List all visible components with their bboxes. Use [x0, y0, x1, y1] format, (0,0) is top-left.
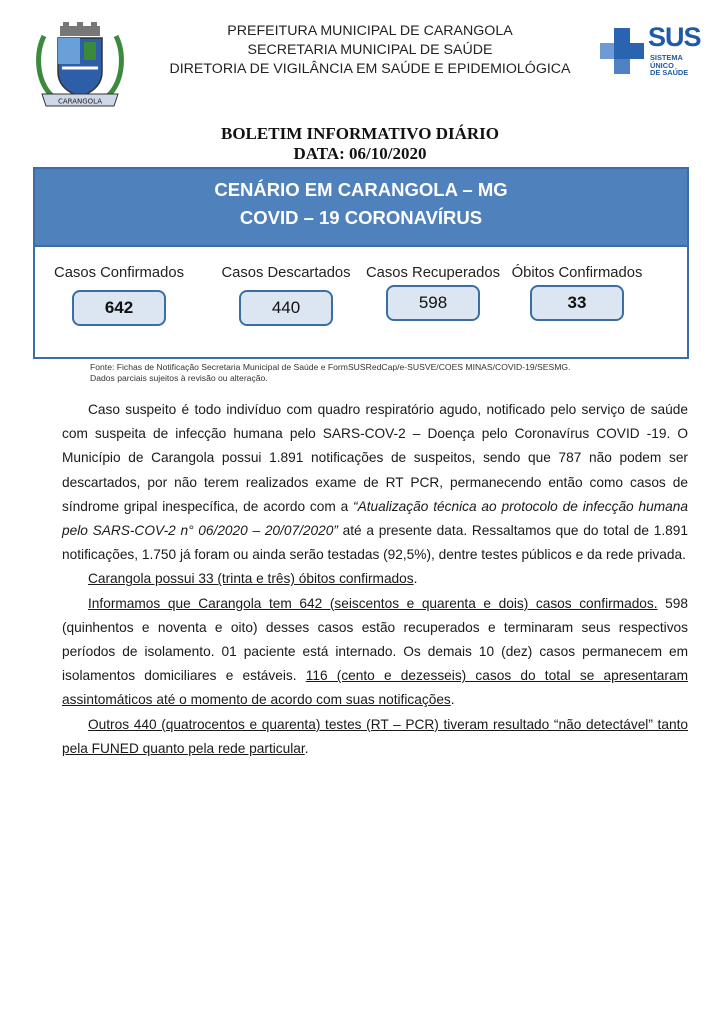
panel-heading-line: CENÁRIO EM CARANGOLA – MG: [214, 179, 508, 200]
header-line: SECRETARIA MUNICIPAL DE SAÚDE: [247, 42, 493, 58]
source-line: Dados parciais sujeitos à revisão ou alteração.: [90, 373, 268, 383]
carangola-crest-logo: [30, 22, 130, 108]
bulletin-title: [0, 124, 720, 164]
header-line: PREFEITURA MUNICIPAL DE CARANGOLA: [227, 23, 513, 39]
stat-deaths: [502, 265, 652, 321]
paragraph-suspected-cases: Caso suspeito é todo indivíduo com quadro respiratório agudo, notificado pelo serviço de saúde com suspeita de infecção humana pelo SARS-COV-2 – Doença pelo Coronavírus COVID -19. O Município de Carangola possui 1.891 notificações de suspeitos, sendo que 787 não podem ser descartados, por não terem realizados exame de RT PCR, permanecendo então como casos de síndrome gripal inespecífica, de acordo com a “Atualização técnica ao protocolo de infecção humana pelo SARS-COV-2 n° 06/2020 – 20/07/2020” até a presente data. Ressaltamos que do total de 1.891 notificações, 1.750 já foram ou ainda serão testadas (92,5%), dentre testes públicos e da rede privada.: [62, 402, 688, 563]
sus-logo: [598, 22, 701, 86]
stat-discarded: [211, 265, 361, 326]
paragraph-deaths: Carangola possui 33 (trinta e três) óbitos confirmados.: [88, 571, 418, 587]
source-line: Fonte: Fichas de Notificação Secretaria Municipal de Saúde e FormSUSRedCap/e-SUSVE/COES MINAS/COVID-19/SESMG.: [90, 362, 571, 372]
stat-value: 33: [530, 285, 624, 321]
bulletin-body: [62, 398, 688, 761]
source-note: [90, 362, 670, 384]
stat-value: 598: [386, 285, 480, 321]
header-line: DIRETORIA DE VIGILÂNCIA EM SAÚDE E EPIDEMIOLÓGICA: [169, 61, 571, 77]
panel-heading: [35, 169, 687, 247]
paragraph-confirmed-cases: Informamos que Carangola tem 642 (seiscentos e quarenta e dois) casos confirmados. 598 (quinhentos e noventa e oito) desses casos estão recuperados e terminaram seus respectivos períodos de isolamento. 01 paciente está internado. Os demais 10 (dez) casos permanecem em isolamentos domiciliares e estáveis. 116 (cento e dezesseis) casos do total se apresentaram assintomáticos até o momento de acordo com suas notificações.: [62, 595, 688, 708]
stat-label: Óbitos Confirmados: [511, 265, 643, 281]
stat-recovered: [358, 265, 508, 321]
bulletin-date: DATA: 06/10/2020: [293, 144, 427, 163]
paragraph-tests: Outros 440 (quatrocentos e quarenta) testes (RT – PCR) tiveram resultado “não detectável” tanto pela FUNED quanto pela rede particular.: [62, 716, 688, 756]
institution-header: [140, 22, 600, 79]
stat-value: 642: [72, 290, 166, 326]
stat-label: Casos Recuperados: [365, 265, 501, 281]
stat-label: Casos Confirmados: [54, 265, 184, 281]
stat-label: Casos Descartados: [221, 265, 351, 281]
crest-text: CARANGOLA: [57, 97, 103, 106]
panel-heading-line: COVID – 19 CORONAVÍRUS: [239, 207, 483, 228]
sus-logo-word: SUS: [648, 22, 701, 52]
sus-logo-subtitle: SISTEMA ÚNICO DE SAÚDE: [650, 53, 689, 78]
bulletin-title-line: BOLETIM INFORMATIVO DIÁRIO: [221, 124, 499, 143]
stat-value: 440: [239, 290, 333, 326]
stat-confirmed: [44, 265, 194, 326]
sus-cross-icon: [600, 28, 644, 74]
covid-summary-panel: [33, 167, 689, 359]
